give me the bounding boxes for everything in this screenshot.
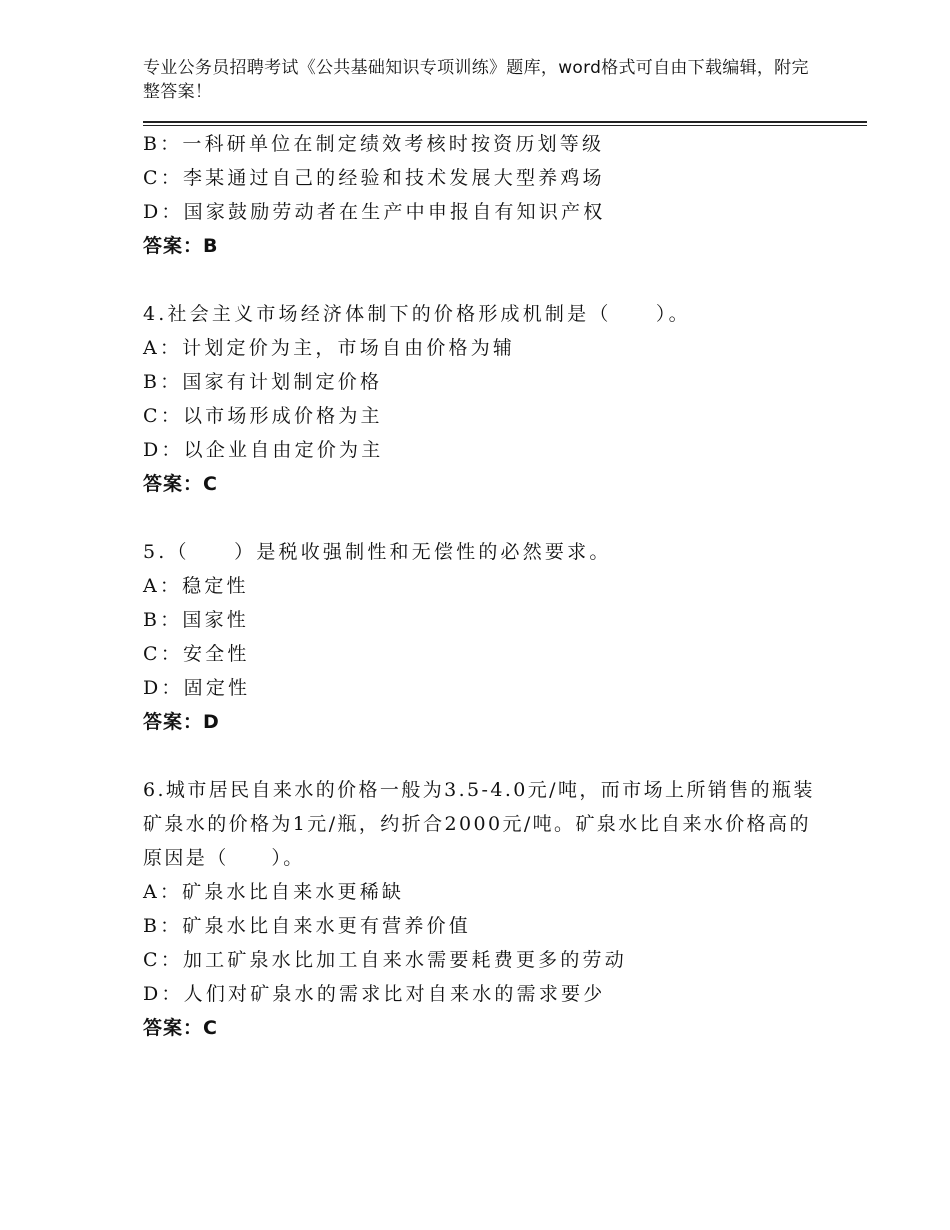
answer: 答案：C	[143, 1017, 218, 1039]
option-c: C：加工矿泉水比加工自来水需要耗费更多的劳动	[143, 949, 627, 971]
answer: 答案：C	[143, 473, 218, 495]
option-c: C：以市场形成价格为主	[143, 405, 383, 427]
question-6	[143, 773, 823, 1045]
option-d: D：固定性	[143, 677, 251, 699]
option-b: B：国家有计划制定价格	[143, 371, 383, 393]
question-content	[143, 127, 823, 1045]
header-rule-thin	[143, 125, 867, 126]
option-a: A：矿泉水比自来水更稀缺	[143, 881, 405, 903]
answer: 答案：B	[143, 235, 219, 257]
option-c: C：李某通过自己的经验和技术发展大型养鸡场	[143, 167, 605, 189]
option-a: A：计划定价为主，市场自由价格为辅	[143, 337, 516, 359]
answer: 答案：D	[143, 711, 220, 733]
question-4	[143, 297, 823, 501]
question-text: 4.社会主义市场经济体制下的价格形成机制是（ ）。	[143, 303, 691, 325]
option-d: D：国家鼓励劳动者在生产中申报自有知识产权	[143, 201, 606, 223]
page-header	[143, 56, 823, 104]
option-a: A：稳定性	[143, 575, 249, 597]
option-b: B：矿泉水比自来水更有营养价值	[143, 915, 471, 937]
header-text: 专业公务员招聘考试《公共基础知识专项训练》题库，word格式可自由下载编辑，附完整答案！	[143, 58, 809, 102]
option-b: B：一科研单位在制定绩效考核时按资历划等级	[143, 133, 605, 155]
option-d: D：人们对矿泉水的需求比对自来水的需求要少	[143, 983, 606, 1005]
header-rule-thick	[143, 121, 867, 123]
spacer	[143, 263, 823, 297]
spacer	[143, 501, 823, 535]
question-3-tail	[143, 127, 823, 263]
spacer	[143, 739, 823, 773]
question-5	[143, 535, 823, 739]
option-c: C：安全性	[143, 643, 250, 665]
option-b: B：国家性	[143, 609, 249, 631]
question-text: 5.（ ）是税收强制性和无偿性的必然要求。	[143, 541, 612, 563]
option-d: D：以企业自由定价为主	[143, 439, 384, 461]
question-text: 6.城市居民自来水的价格一般为3.5-4.0元/吨，而市场上所销售的瓶装矿泉水的价格为1元/瓶，约折合2000元/吨。矿泉水比自来水价格高的原因是（ ）。	[143, 779, 815, 869]
